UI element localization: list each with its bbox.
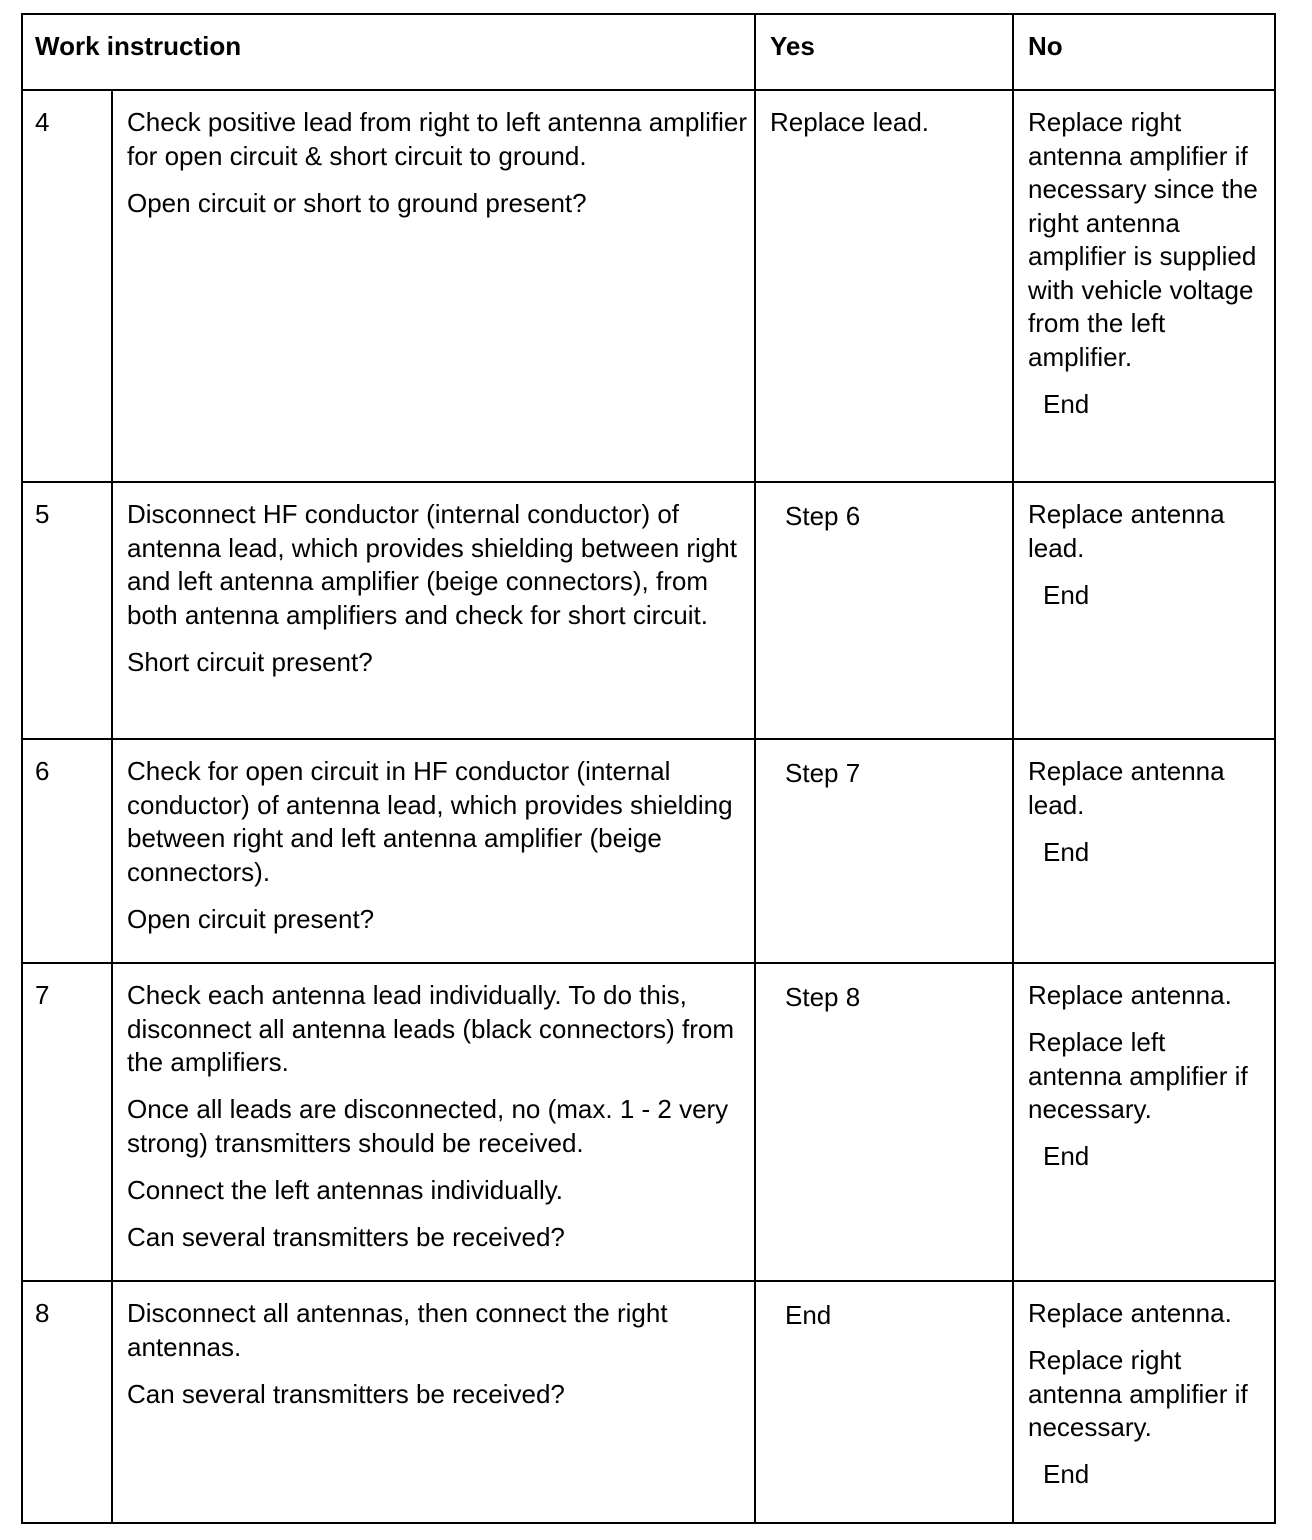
yes-action: Step 7 bbox=[785, 758, 861, 788]
yes-action: Replace lead. bbox=[770, 107, 929, 137]
table-border-bottom bbox=[21, 1522, 1276, 1524]
yes-cell bbox=[770, 106, 1000, 153]
no-column-divider bbox=[1012, 13, 1014, 1524]
row-divider bbox=[21, 738, 1276, 740]
table-border-right bbox=[1274, 13, 1276, 1524]
yes-action: Step 8 bbox=[785, 982, 861, 1012]
yes-action: End bbox=[785, 1300, 832, 1330]
yes-action: Step 6 bbox=[785, 501, 861, 531]
no-cell bbox=[1028, 498, 1266, 626]
step-number: 6 bbox=[35, 756, 50, 786]
instruction-question: Can several transmitters be received? bbox=[127, 1221, 565, 1252]
no-cell bbox=[1028, 106, 1266, 435]
no-action: Replace right antenna amplifier if necessary. bbox=[1028, 1345, 1248, 1442]
no-action: Replace antenna. bbox=[1028, 1298, 1232, 1328]
instruction-text: Disconnect all antennas, then connect the right antennas. bbox=[127, 1298, 668, 1362]
step-column-divider bbox=[111, 89, 113, 1524]
no-end: End bbox=[1043, 1459, 1090, 1489]
header-divider bbox=[21, 89, 1276, 91]
no-cell bbox=[1028, 979, 1266, 1187]
instruction-text: Check for open circuit in HF conductor (internal conductor) of antenna lead, which provides shielding between right and left antenna amplifier (beige connectors). bbox=[127, 756, 733, 887]
header-no: No bbox=[1028, 31, 1063, 61]
instruction-cell bbox=[127, 1297, 747, 1425]
header-work-instruction: Work instruction bbox=[35, 31, 242, 61]
work-instruction-table bbox=[21, 13, 1276, 1524]
yes-column-divider bbox=[754, 13, 756, 1524]
no-action: Replace antenna lead. bbox=[1028, 499, 1225, 563]
instruction-question: Open circuit or short to ground present? bbox=[127, 187, 587, 218]
instruction-question: Open circuit present? bbox=[127, 903, 375, 934]
no-action: Replace antenna. bbox=[1028, 980, 1232, 1010]
no-end: End bbox=[1043, 579, 1090, 610]
no-action: Replace right antenna amplifier if necessary since the right antenna amplifier is supplied with vehicle voltage from the left amplifier. bbox=[1028, 107, 1258, 372]
header-yes: Yes bbox=[770, 31, 815, 61]
instruction-cell bbox=[127, 106, 747, 234]
step-number: 7 bbox=[35, 980, 50, 1010]
no-end: End bbox=[1043, 836, 1090, 867]
instruction-text: Disconnect HF conductor (internal conductor) of antenna lead, which provides shielding between right and left antenna amplifier (beige connectors), from both antenna amplifiers and check for short circuit. bbox=[127, 499, 737, 630]
yes-cell bbox=[785, 500, 1000, 547]
row-divider bbox=[21, 1280, 1276, 1282]
instruction-question: Can several transmitters be received? bbox=[127, 1378, 565, 1409]
no-action: Replace antenna lead. bbox=[1028, 756, 1225, 820]
table-border-left bbox=[21, 13, 23, 1524]
row-divider bbox=[21, 481, 1276, 483]
no-cell bbox=[1028, 1297, 1266, 1505]
instruction-cell bbox=[127, 498, 747, 693]
instruction-cell bbox=[127, 979, 747, 1268]
table-border-top bbox=[21, 13, 1276, 15]
instruction-text: Once all leads are disconnected, no (max. 1 - 2 very strong) transmitters should be received. bbox=[127, 1094, 729, 1158]
no-cell bbox=[1028, 755, 1266, 883]
yes-cell bbox=[785, 981, 1000, 1028]
yes-cell bbox=[785, 1299, 1000, 1346]
step-number: 5 bbox=[35, 499, 50, 529]
instruction-question: Short circuit present? bbox=[127, 646, 373, 677]
instruction-text: Connect the left antennas individually. bbox=[127, 1174, 564, 1205]
no-end: End bbox=[1043, 1141, 1090, 1171]
row-divider bbox=[21, 962, 1276, 964]
instruction-text: Check each antenna lead individually. To do this, disconnect all antenna leads (black connectors) from the amplifiers. bbox=[127, 980, 734, 1077]
yes-cell bbox=[785, 757, 1000, 804]
no-action: Replace left antenna amplifier if necessary. bbox=[1028, 1027, 1248, 1124]
no-end: End bbox=[1043, 388, 1090, 419]
instruction-text: Check positive lead from right to left antenna amplifier for open circuit & short circuit to ground. bbox=[127, 107, 747, 171]
step-number: 4 bbox=[35, 107, 50, 137]
step-number: 8 bbox=[35, 1298, 50, 1328]
instruction-cell bbox=[127, 755, 747, 950]
